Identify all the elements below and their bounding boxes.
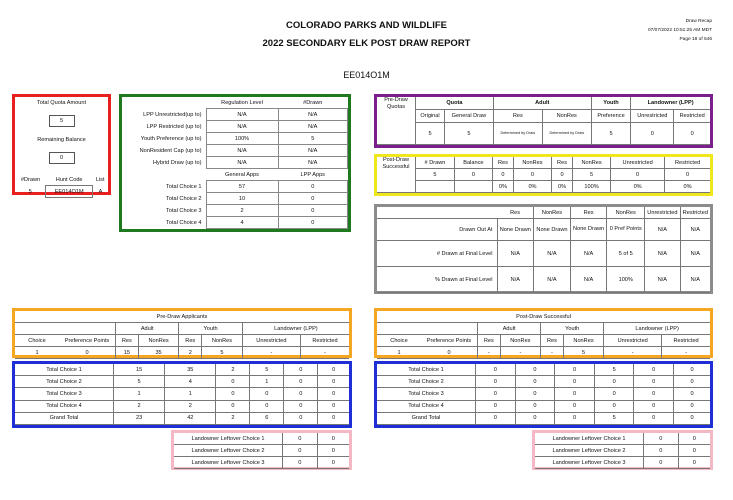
- cell: 1: [15, 347, 59, 359]
- quota-box: [12, 94, 111, 195]
- cell: 0%: [611, 181, 665, 193]
- adult-nonres-header: NonRes: [542, 110, 591, 123]
- predraw-leftover-box: [171, 430, 352, 470]
- general-draw-header: General Draw: [445, 110, 494, 123]
- cell: None Drawn: [497, 219, 534, 241]
- cell: 1: [114, 388, 165, 400]
- leftover-label: Landowner Leftover Choice 2: [535, 445, 644, 457]
- cell: 0: [514, 169, 552, 181]
- cell: 5: [250, 364, 284, 376]
- total-label: Total Choice 1: [377, 364, 476, 376]
- cell: 0: [678, 457, 710, 469]
- cell: -: [300, 347, 349, 359]
- cell: 0: [515, 364, 555, 376]
- post-leftover-table: [535, 433, 710, 469]
- landowner-header: Landowner (LPP): [631, 97, 710, 110]
- cell: 0: [515, 412, 555, 424]
- cell: 0: [317, 445, 349, 457]
- cell: 0: [283, 433, 318, 445]
- cell: 0: [515, 388, 555, 400]
- cell: 5: [114, 376, 165, 388]
- reg-drawn: N/A: [278, 157, 348, 169]
- reg-drawn: N/A: [278, 109, 348, 121]
- cell: [416, 181, 455, 193]
- report-subtitle: 2022 SECONDARY ELK POST DRAW REPORT: [262, 38, 471, 49]
- cell: 0: [594, 376, 634, 388]
- col-header: Restricted: [665, 157, 710, 169]
- restricted-value: 0: [674, 123, 710, 145]
- report-name: Draw Recap: [685, 19, 712, 24]
- cell: 0: [454, 169, 492, 181]
- cell: 2: [114, 400, 165, 412]
- cell: 2: [165, 400, 216, 412]
- cell: 0: [594, 388, 634, 400]
- cell: 0: [284, 412, 318, 424]
- cell: 1: [377, 347, 421, 359]
- cell: 0: [283, 457, 318, 469]
- hunt-code-heading: EE014O1M: [343, 70, 390, 80]
- col-header: NonRes: [138, 335, 179, 347]
- predraw-applicants-box: [12, 308, 352, 358]
- cell: 15: [114, 364, 165, 376]
- general-apps-value: 2: [206, 205, 278, 217]
- leftover-label: Landowner Leftover Choice 2: [174, 445, 283, 457]
- drawn-out-table: [377, 207, 710, 293]
- post-leftover-box: [532, 430, 713, 470]
- predraw-applicants-title: Pre-Draw Applicants: [15, 311, 349, 323]
- cell: 0: [515, 376, 555, 388]
- cell: 35: [165, 364, 216, 376]
- preference-header: Preference: [591, 110, 631, 123]
- cell: 0: [555, 400, 595, 412]
- youth-header: Youth: [591, 97, 631, 110]
- cell: 0: [317, 457, 349, 469]
- hunt-code-value: EE014O1M: [46, 186, 92, 198]
- cell: 42: [165, 412, 216, 424]
- total-label: Total Choice 1: [15, 364, 114, 376]
- cell: 5: [416, 169, 455, 181]
- post-totals-box: [374, 361, 713, 428]
- lpp-apps-value: 0: [278, 181, 348, 193]
- cell: 0: [476, 376, 516, 388]
- col-header: Res: [570, 207, 607, 219]
- reg-level: N/A: [206, 109, 278, 121]
- col-header: Unrestricted: [604, 335, 662, 347]
- cell: 0: [59, 347, 116, 359]
- cell: 15: [116, 347, 139, 359]
- cell: 0: [216, 376, 250, 388]
- leftover-label: Landowner Leftover Choice 1: [174, 433, 283, 445]
- cell: [454, 181, 492, 193]
- unrestricted-header: Unrestricted: [631, 110, 674, 123]
- cell: 0: [318, 364, 349, 376]
- reg-level: N/A: [206, 145, 278, 157]
- cell: 100%: [573, 181, 611, 193]
- postdraw-successful-box: [374, 154, 713, 196]
- reg-drawn: 5: [278, 133, 348, 145]
- cell: 0: [476, 412, 516, 424]
- post-totals-table: [377, 364, 710, 425]
- reg-row-label: LPP Unrestricted(up to): [143, 111, 202, 118]
- cell: 0: [555, 364, 595, 376]
- cell: 5: [202, 347, 243, 359]
- cell: N/A: [645, 267, 681, 293]
- lpp-apps-header: LPP Apps: [300, 171, 325, 178]
- hunt-summary-table: [15, 174, 108, 198]
- cell: 0: [634, 364, 674, 376]
- col-header: Res: [478, 335, 501, 347]
- total-label: Total Choice 2: [15, 376, 114, 388]
- original-header: Original: [416, 110, 445, 123]
- cell: 0: [611, 169, 665, 181]
- cell: 0: [318, 388, 349, 400]
- total-label: Total Choice 4: [15, 400, 114, 412]
- restricted-header: Restricted: [674, 110, 710, 123]
- cell: None Drawn: [534, 219, 571, 241]
- col-header: # Drawn: [416, 157, 455, 169]
- cell: 0: [665, 169, 710, 181]
- cell: 0: [476, 364, 516, 376]
- col-header: Restricted: [662, 335, 710, 347]
- cell: -: [242, 347, 300, 359]
- cell: -: [500, 347, 541, 359]
- leftover-label: Landowner Leftover Choice 3: [174, 457, 283, 469]
- cell: N/A: [570, 267, 607, 293]
- cell: -: [541, 347, 564, 359]
- col-header: NonRes: [534, 207, 571, 219]
- cell: 0: [515, 400, 555, 412]
- grand-total-label: Grand Total: [377, 412, 476, 424]
- cell: 0: [674, 388, 710, 400]
- cell: 0: [284, 364, 318, 376]
- choice-label: Total Choice 2: [166, 195, 202, 202]
- cell: 2: [179, 347, 202, 359]
- col-drawn: #Drawn: [20, 176, 41, 183]
- postdraw-successful-table: [377, 157, 710, 193]
- cell: 0: [644, 445, 679, 457]
- cell: 5: [594, 364, 634, 376]
- cell: 0: [317, 433, 349, 445]
- choice-label: Total Choice 3: [166, 207, 202, 214]
- lpp-apps-value: 0: [278, 205, 348, 217]
- adult-header: Adult: [493, 97, 591, 110]
- predraw-totals-box: [12, 361, 352, 428]
- reg-level: N/A: [206, 121, 278, 133]
- cell: 0: [674, 376, 710, 388]
- unrestricted-value: 0: [631, 123, 674, 145]
- cell: N/A: [645, 219, 681, 241]
- remaining-balance-label: Remaining Balance: [37, 137, 86, 143]
- predraw-quotas-table: [377, 97, 710, 145]
- reg-level: 100%: [206, 133, 278, 145]
- cell: 0: [678, 445, 710, 457]
- cell: 0: [318, 376, 349, 388]
- cell: N/A: [645, 241, 681, 267]
- col-header: NonRes: [202, 335, 243, 347]
- postdraw-successful-label: Post-Draw Successful: [377, 157, 416, 193]
- landowner-header: Landowner (LPP): [604, 323, 710, 335]
- general-apps-value: 4: [206, 217, 278, 229]
- choice-label: Total Choice 1: [166, 183, 202, 190]
- cell: 0: [674, 400, 710, 412]
- col-header: Unrestricted: [645, 207, 681, 219]
- landowner-header: Landowner (LPP): [242, 323, 349, 335]
- original-value: 5: [416, 123, 445, 145]
- col-hunt-code: Hunt Code: [55, 176, 83, 183]
- adult-header: Adult: [116, 323, 179, 335]
- quota-header: Quota: [416, 97, 494, 110]
- col-header: NonRes: [514, 157, 552, 169]
- report-title: COLORADO PARKS AND WILDLIFE: [286, 20, 447, 31]
- cell: 0: [634, 376, 674, 388]
- cell: 0: [555, 376, 595, 388]
- choice-label: Total Choice 4: [166, 219, 202, 226]
- predraw-leftover-table: [174, 433, 349, 469]
- cell: None Drawn: [570, 219, 607, 241]
- reg-row-label: LPP Restricted (up to): [146, 123, 202, 130]
- preference-points-header: Preference Points: [421, 335, 478, 347]
- cell: N/A: [680, 267, 710, 293]
- cell: 0: [476, 400, 516, 412]
- cell: 6: [250, 412, 284, 424]
- regulation-level-header: Regulation Level: [221, 99, 263, 106]
- col-header: Res: [116, 335, 139, 347]
- total-label: Total Choice 2: [377, 376, 476, 388]
- col-header: Unrestricted: [611, 157, 665, 169]
- general-apps-header: General Apps: [225, 171, 259, 178]
- adult-res-header: Res: [493, 110, 542, 123]
- cell: 0: [250, 400, 284, 412]
- cell: 4: [165, 376, 216, 388]
- cell: 0: [644, 457, 679, 469]
- cell: 0: [644, 433, 679, 445]
- cell: 0: [492, 169, 513, 181]
- drawn-final-label: # Drawn at Final Level: [377, 241, 497, 267]
- cell: 0: [250, 388, 284, 400]
- cell: N/A: [680, 219, 710, 241]
- reg-level: N/A: [206, 157, 278, 169]
- predraw-totals-table: [15, 364, 349, 425]
- cell: -: [478, 347, 501, 359]
- cell: N/A: [497, 241, 534, 267]
- page-number: Page 18 of 546: [679, 37, 712, 42]
- col-header: Res: [551, 157, 572, 169]
- cell: 2: [216, 412, 250, 424]
- cell: N/A: [534, 267, 571, 293]
- cell: 0: [476, 388, 516, 400]
- cell: 1: [165, 388, 216, 400]
- cell: 0: [555, 388, 595, 400]
- col-header: NonRes: [607, 207, 645, 219]
- lpp-apps-value: 0: [278, 193, 348, 205]
- cell: 0 Pref Points: [607, 219, 645, 241]
- cell: 0%: [551, 181, 572, 193]
- cell: 0: [634, 412, 674, 424]
- cell: 0: [634, 400, 674, 412]
- post-successful-table: [377, 311, 710, 359]
- cell: 2: [216, 364, 250, 376]
- predraw-applicants-table: [15, 311, 349, 359]
- youth-header: Youth: [179, 323, 242, 335]
- regulation-table: [122, 97, 348, 229]
- drawn-out-box: [374, 204, 713, 294]
- grand-total-label: Grand Total: [15, 412, 114, 424]
- total-label: Total Choice 3: [377, 388, 476, 400]
- col-header: Restricted: [680, 207, 710, 219]
- col-header: NonRes: [563, 335, 604, 347]
- cell: 0: [318, 400, 349, 412]
- reg-row-label: Hybrid Draw (up to): [153, 159, 202, 166]
- col-header: Balance: [454, 157, 492, 169]
- total-label: Total Choice 4: [377, 400, 476, 412]
- adult-header: Adult: [478, 323, 541, 335]
- total-quota-value: 5: [49, 115, 75, 127]
- pct-drawn-final-label: % Drawn at Final Level: [377, 267, 497, 293]
- regulation-box: [119, 94, 351, 232]
- reg-row-label: Youth Preference (up to): [140, 135, 202, 142]
- cell: 0%: [665, 181, 710, 193]
- preference-value: 5: [591, 123, 631, 145]
- adult-res-value: Determined by Draw: [493, 123, 542, 145]
- cell: 0: [674, 412, 710, 424]
- cell: 0%: [492, 181, 513, 193]
- cell: 0: [551, 169, 572, 181]
- cell: 0: [555, 412, 595, 424]
- cell: 100%: [607, 267, 645, 293]
- cell: 5 of 5: [607, 241, 645, 267]
- col-header: Res: [179, 335, 202, 347]
- cell: 5: [563, 347, 604, 359]
- post-successful-title: Post-Draw Successful: [377, 311, 710, 323]
- remaining-balance-value: 0: [49, 152, 75, 164]
- cell: 0: [284, 376, 318, 388]
- col-header: Res: [497, 207, 534, 219]
- reg-row-label: NonResident Cap (up to): [139, 147, 202, 154]
- youth-header: Youth: [541, 323, 604, 335]
- list-value: A: [98, 188, 103, 195]
- general-apps-value: 57: [206, 181, 278, 193]
- cell: N/A: [497, 267, 534, 293]
- col-header: Res: [541, 335, 564, 347]
- cell: 23: [114, 412, 165, 424]
- cell: 0: [284, 388, 318, 400]
- cell: 0: [284, 400, 318, 412]
- general-apps-value: 10: [206, 193, 278, 205]
- cell: 0: [421, 347, 478, 359]
- drawn-value: 5: [28, 188, 32, 195]
- cell: N/A: [680, 241, 710, 267]
- cell: 0: [674, 364, 710, 376]
- cell: 0: [216, 388, 250, 400]
- report-datetime: 07/07/2022 10:51:25 AM MDT: [648, 28, 712, 33]
- cell: 1: [250, 376, 284, 388]
- post-successful-box: [374, 308, 713, 358]
- cell: -: [604, 347, 662, 359]
- cell: 0: [283, 445, 318, 457]
- col-list: List: [95, 176, 105, 183]
- lpp-apps-value: 0: [278, 217, 348, 229]
- cell: N/A: [534, 241, 571, 267]
- col-header: Res: [492, 157, 513, 169]
- leftover-label: Landowner Leftover Choice 1: [535, 433, 644, 445]
- cell: 35: [138, 347, 179, 359]
- col-header: NonRes: [500, 335, 541, 347]
- cell: -: [662, 347, 710, 359]
- reg-drawn: N/A: [278, 121, 348, 133]
- cell: 5: [594, 412, 634, 424]
- choice-header: Choice: [377, 335, 421, 347]
- reg-drawn: N/A: [278, 145, 348, 157]
- total-quota-label: Total Quota Amount: [36, 100, 87, 106]
- col-header: Restricted: [300, 335, 349, 347]
- col-header: NonRes: [573, 157, 611, 169]
- predraw-quotas-box: [374, 94, 713, 148]
- drawn-out-label: Drawn Out At: [377, 219, 497, 241]
- adult-nonres-value: Determined by Draw: [542, 123, 591, 145]
- choice-header: Choice: [15, 335, 59, 347]
- drawn-header: #Drawn: [303, 99, 323, 106]
- preference-points-header: Preference Points: [59, 335, 116, 347]
- total-label: Total Choice 3: [15, 388, 114, 400]
- cell: 0%: [514, 181, 552, 193]
- cell: N/A: [570, 241, 607, 267]
- cell: 0: [678, 433, 710, 445]
- report-meta: [648, 17, 712, 44]
- cell: 0: [594, 400, 634, 412]
- predraw-quotas-label: Pre-Draw Quotas: [377, 97, 416, 145]
- leftover-label: Landowner Leftover Choice 3: [535, 457, 644, 469]
- cell: 0: [318, 412, 349, 424]
- cell: 5: [573, 169, 611, 181]
- general-draw-value: 5: [445, 123, 494, 145]
- cell: 0: [634, 388, 674, 400]
- cell: 0: [216, 400, 250, 412]
- col-header: Unrestricted: [242, 335, 300, 347]
